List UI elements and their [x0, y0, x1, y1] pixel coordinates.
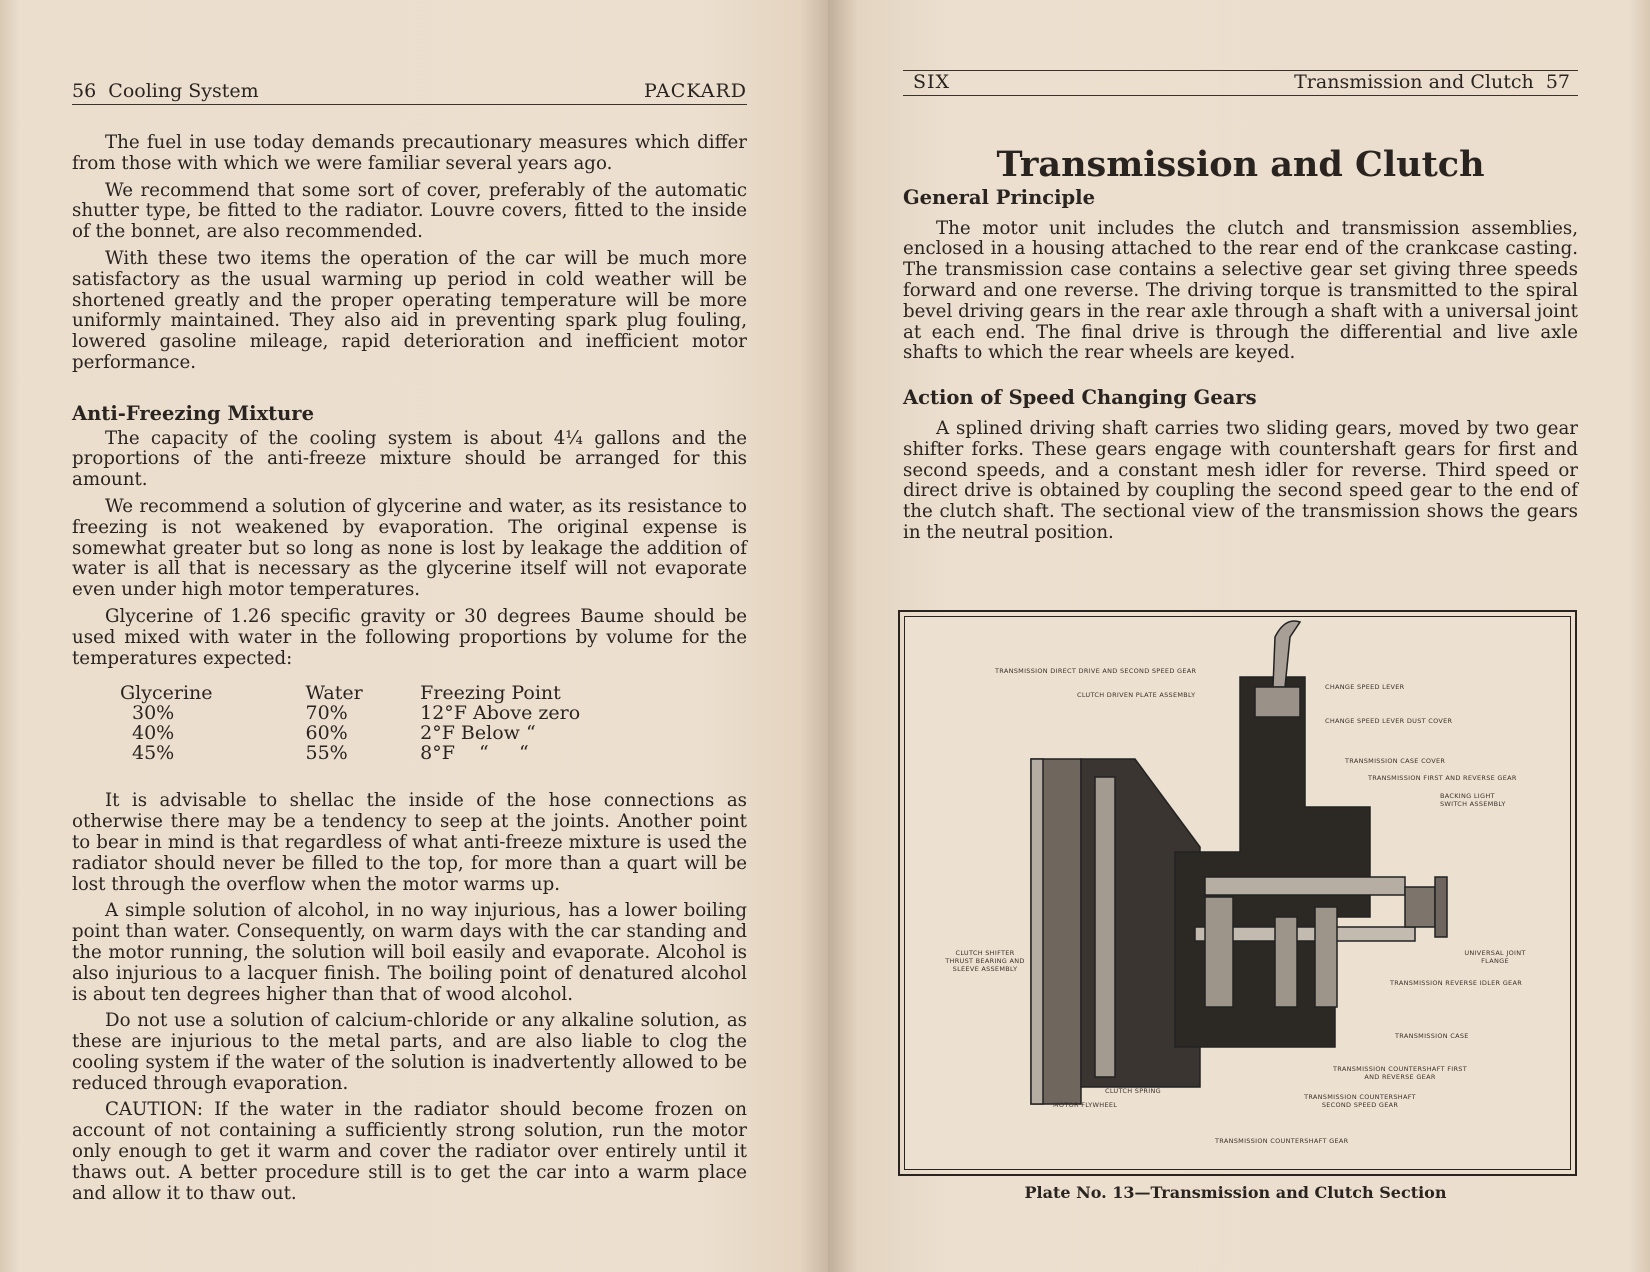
- table-row: [120, 723, 741, 743]
- figure-label: TRANSMISSION CASE: [1395, 1032, 1469, 1040]
- section-heading: Anti-Freezing Mixture: [72, 401, 314, 425]
- figure-label: BACKING LIGHT SWITCH ASSEMBLY: [1440, 792, 1506, 808]
- paragraph: Do not use a solution of calcium-chloride or any alkaline solution, as these are injurious to the metal parts, and are also liable to clog the cooling system if the water of the solution is inadvertently allowed to be reduced through evaporation.: [72, 1010, 747, 1094]
- transmission-cutaway-drawing: [905, 617, 1570, 1169]
- paragraph: With these two items the operation of the car will be much more satisfactory as the usual warming up period in cold weather will be shortened greatly and the proper operating temperature will be more uniformly maintained. They also aid in preventing spark plug fouling, lowered gasoline mileage, rapid deterioration and inefficient motor performance.: [72, 247, 747, 373]
- figure-label: CLUTCH SPRING: [1105, 1087, 1161, 1095]
- mixture-table: [120, 683, 741, 763]
- paragraph: A splined driving shaft carries two sliding gears, moved by two gear shifter forks. These gears engage with countershaft gears for first and second speeds, and a constant mesh idler for reverse. Third speed or direct drive is obtained by coupling the second speed gear to the end of the clutch shaft. The sectional view of the transmission shows the gears in the neutral position.: [903, 417, 1578, 543]
- paragraph: CAUTION: If the water in the radiator should become frozen on account of not containing a sufficiently strong solution, run the motor only enough to get it warm and cover the radiator over entirely until it thaws out. A better procedure still is to get the car into a warm place and allow it to thaw out.: [72, 1099, 747, 1204]
- figure-label: MOTOR FLYWHEEL: [1053, 1101, 1118, 1109]
- brand: PACKARD: [644, 80, 747, 102]
- figure-label: CHANGE SPEED LEVER: [1325, 683, 1405, 691]
- column-header: Freezing Point: [420, 682, 561, 705]
- cell: 2°F Below “: [420, 722, 536, 745]
- paragraph: It is advisable to shellac the inside of the hose connections as otherwise there may be a tendency to seep at the joints. Another point to bear in mind is that regardless of what anti-freeze mixture is used the radiator should never be filled to the top, for more than a quart will be lost through the overflow when the motor warms up.: [72, 790, 747, 895]
- paragraph: Glycerine of 1.26 specific gravity or 30 degrees Baume should be used mixed with water in the following proportions by volume for the temperatures expected:: [72, 605, 747, 669]
- section-title: Transmission and Clutch: [1294, 71, 1534, 93]
- brand: SIX: [913, 71, 951, 93]
- paragraph: A simple solution of alcohol, in no way injurious, has a lower boiling point than water. Consequently, on warm days with the car standing and the motor running, the solution will boil easily and evaporate. Alcohol is also injurious to a lacquer finish. The boiling point of denatured alcohol is about ten degrees higher than that of wood alcohol.: [72, 900, 747, 1005]
- paragraph: We recommend that some sort of cover, preferably of the automatic shutter type, be fitted to the radiator. Louvre covers, fitted to the inside of the bonnet, are also recommended.: [72, 179, 747, 243]
- table-row: [120, 743, 741, 763]
- left-page-header: [72, 80, 747, 105]
- cell: 55%: [305, 742, 348, 765]
- cell: 45%: [132, 742, 175, 765]
- figure-frame: [904, 616, 1571, 1170]
- figure-label: CHANGE SPEED LEVER DUST COVER: [1325, 717, 1453, 725]
- figure-label: TRANSMISSION DIRECT DRIVE AND SECOND SPEED GEAR: [995, 667, 1197, 675]
- paragraph: The capacity of the cooling system is about 4¼ gallons and the proportions of the anti-freeze mixture should be arranged for this amount.: [72, 427, 747, 491]
- column-header: Water: [305, 682, 363, 705]
- paragraph: The fuel in use today demands precautionary measures which differ from those with which we were familiar several years ago.: [72, 132, 747, 174]
- figure-label: CLUTCH SHIFTER THRUST BEARING AND SLEEVE ASSEMBLY: [945, 949, 1025, 973]
- figure-caption: Plate No. 13—Transmission and Clutch Section: [1024, 1183, 1447, 1202]
- figure-label: TRANSMISSION COUNTERSHAFT GEAR: [1215, 1137, 1349, 1145]
- table-header-row: [120, 683, 741, 703]
- figure-label: TRANSMISSION REVERSE IDLER GEAR: [1390, 979, 1523, 987]
- cell: 12°F Above zero: [420, 702, 581, 725]
- cell: 30%: [132, 702, 175, 725]
- paragraph: The motor unit includes the clutch and transmission assemblies, enclosed in a housing attached to the rear end of the crankcase casting. The transmission case contains a selective gear set giving three speeds forward and one reverse. The driving torque is transmitted to the spiral bevel driving gears in the rear axle through a shaft with a universal joint at each end. The final drive is through the differential and live axle shafts to which the rear wheels are keyed.: [903, 217, 1578, 364]
- cell: 8°F “ “: [420, 742, 529, 765]
- page-number: 56: [72, 80, 97, 102]
- section-heading: Action of Speed Changing Gears: [903, 386, 1257, 410]
- page-title: Transmission and Clutch: [996, 144, 1485, 185]
- paragraph: We recommend a solution of glycerine and water, as its resistance to freezing is not weakened by evaporation. The original expense is somewhat greater but so long as none is lost by leakage the addition of water is all that is necessary as the glycerine itself will not evaporate even under high motor temperatures.: [72, 495, 747, 601]
- header-right: [1294, 71, 1578, 93]
- cell: 40%: [132, 722, 175, 745]
- section-heading: General Principle: [903, 185, 1096, 209]
- table-row: [120, 703, 741, 723]
- section-title: Cooling System: [108, 80, 259, 102]
- figure-label: CLUTCH DRIVEN PLATE ASSEMBLY: [1077, 691, 1196, 699]
- figure-label: TRANSMISSION CASE COVER: [1345, 757, 1446, 765]
- header-left: [72, 80, 259, 102]
- right-text-column: [903, 144, 1578, 550]
- left-text-column: [72, 133, 747, 1210]
- page-number: 57: [1545, 71, 1570, 93]
- transmission-figure: [898, 610, 1577, 1176]
- right-page-header: [903, 70, 1578, 96]
- figure-label: TRANSMISSION COUNTERSHAFT FIRST AND REVERSE GEAR: [1333, 1065, 1467, 1081]
- cell: 60%: [305, 722, 348, 745]
- figure-label: TRANSMISSION COUNTERSHAFT SECOND SPEED GEAR: [1304, 1093, 1416, 1109]
- figure-label: TRANSMISSION FIRST AND REVERSE GEAR: [1368, 774, 1517, 782]
- cell: 70%: [305, 702, 348, 725]
- figure-label: UNIVERSAL JOINT FLANGE: [1464, 949, 1526, 965]
- column-header: Glycerine: [120, 682, 213, 705]
